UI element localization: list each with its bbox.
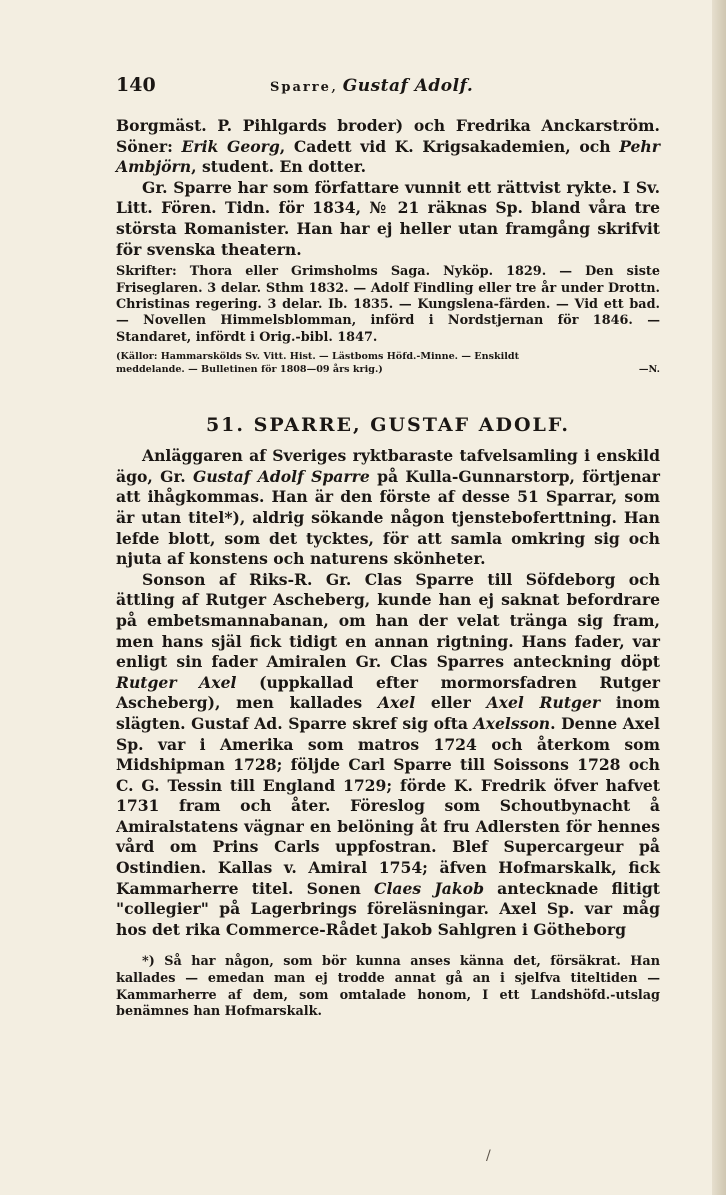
italic-name: Axel Rutger	[486, 693, 601, 713]
italic-name: Gustaf Adolf Sparre	[193, 466, 370, 486]
running-head-given: Gustaf Adolf.	[342, 76, 474, 96]
running-header	[116, 74, 660, 100]
section-paragraph-2	[116, 570, 660, 941]
text-run: . Denne Axel Sp. var i Amerika som matros 1724 och återkom som Midshipman 1728; följde Carl Sparre till Soissons 1728 och C. G. Tessin till England 1729; förde K. Fredrik öfver hafvet 1731 fram och åter. Föreslog som Schoutbynacht å Amiralstatens vägnar en belöning åt fru Adlersten för hennes vård om Prins Carls uppfostran. Blef Supercargeur på Ostindien. Kallas v. Amiral 1754; äfven Hofmarskalk, fick Kammarherre titel. Sonen	[116, 713, 660, 898]
sources-row-2	[116, 363, 660, 376]
entry-end	[116, 116, 660, 376]
italic-name: Erik Georg	[181, 136, 280, 156]
stray-mark: /	[486, 1148, 491, 1164]
section-paragraph-1	[116, 446, 660, 570]
italic-name: Pehr Ambjörn	[116, 136, 660, 177]
sources-line-1: (Källor: Hammarskölds Sv. Vitt. Hist. — Lästboms Höfd.-Minne. — Enskildt	[116, 351, 520, 363]
text-run: Sonson af Riks-R. Gr. Clas Sparre till Söfdeborg och ättling af Rutger Ascheberg, kunde han ej saknat befordrare på embetsmannabanan, om han der velat tränga sig fram, men hans själ fick tidigt en annan rigtning. Hans fader, var enligt sin fader Amiralen Gr. Clas Sparres anteckning döpt	[116, 569, 660, 672]
section-body	[116, 446, 660, 940]
text-run: Gr. Sparre har som författare vunnit ett rättvist rykte. I Sv. Litt. Fören. Tidn. för 1834, № 21 räknas Sp. bland våra tre största Romanister. Han har ej heller utan framgång skrifvit för svenska theatern.	[116, 177, 660, 259]
text-column	[116, 74, 660, 1021]
text-run: eller	[415, 693, 487, 713]
entry-paragraph-1	[116, 116, 660, 178]
sources-line-2: meddelande. — Bulletinen för 1808—09 års krig.)	[116, 364, 383, 376]
text-run: (uppkallad efter mormorsfadren Rutger Ascheberg), men kallades	[116, 672, 660, 713]
entry-paragraph-2	[116, 178, 660, 260]
text-run: på Kulla-Gunnarstorp, förtjenar att ihågkommas. Han är den förste af desse 51 Sparrar, som är utan titel*), aldrig sökande någon tjensteboferttning. Han lefde blott, som det tycktes, för att samla omkring sig och njuta af konstens och naturens skönheter.	[116, 466, 661, 569]
author-signature: —N.	[638, 364, 660, 376]
italic-name: Axelsson	[473, 713, 551, 733]
italic-name: Claes Jakob	[374, 878, 484, 898]
text-run: Anläggaren af Sveriges ryktbaraste tafvelsamling i enskild ägo, Gr.	[116, 446, 660, 486]
writings-list: Skrifter: Thora eller Grimsholms Saga. Nyköp. 1829. — Den siste Friseglaren. 3 delar. Sthm 1832. — Adolf Findling eller tre år under Drottn. Christinas regering. 3 delar. Ib. 1835. — Kungslena-färden. — Vid ett bad. — Novellen Himmelsblomman, införd i Nordstjernan för 1846. — Standaret, infördt i Orig.-bibl. 1847.	[116, 264, 660, 345]
italic-name: Rutger Axel	[116, 672, 237, 692]
italic-name: Axel	[377, 693, 416, 713]
section-heading: 51. SPARRE, GUSTAF ADOLF.	[205, 414, 571, 437]
running-head	[270, 76, 473, 96]
running-head-name: Sparre	[270, 80, 331, 95]
page-number: 140	[116, 74, 156, 96]
sources	[116, 350, 660, 376]
running-head-separator: ,	[330, 76, 343, 96]
footnote-text: *) Så har någon, som bör kunna anses känna det, försäkrat. Han kallades — emedan man ej trodde annat gå an i sjelfva titeltiden — Kammarherre af dem, som omtalade honom, I ett Landshöfd.-utslag benämnes han Hofmarskalk.	[116, 954, 660, 1020]
text-run: Borgmäst. P. Pihlgards broder) och Fredrika Anckarström. Söner:	[116, 116, 660, 156]
text-run: inom slägten. Gustaf Ad. Sparre skref sig ofta	[116, 693, 661, 733]
text-run: , Cadett vid K. Krigsakademien, och	[279, 136, 620, 156]
footnote	[116, 954, 660, 1020]
text-run: antecknade flitigt "collegier" på Lagerbrings föreläsningar. Axel Sp. var måg hos det rika Commerce-Rådet Jakob Sahlgren i Götheborg	[116, 878, 660, 939]
page-edge	[712, 0, 726, 1195]
text-run: , student. En dotter.	[191, 157, 367, 177]
